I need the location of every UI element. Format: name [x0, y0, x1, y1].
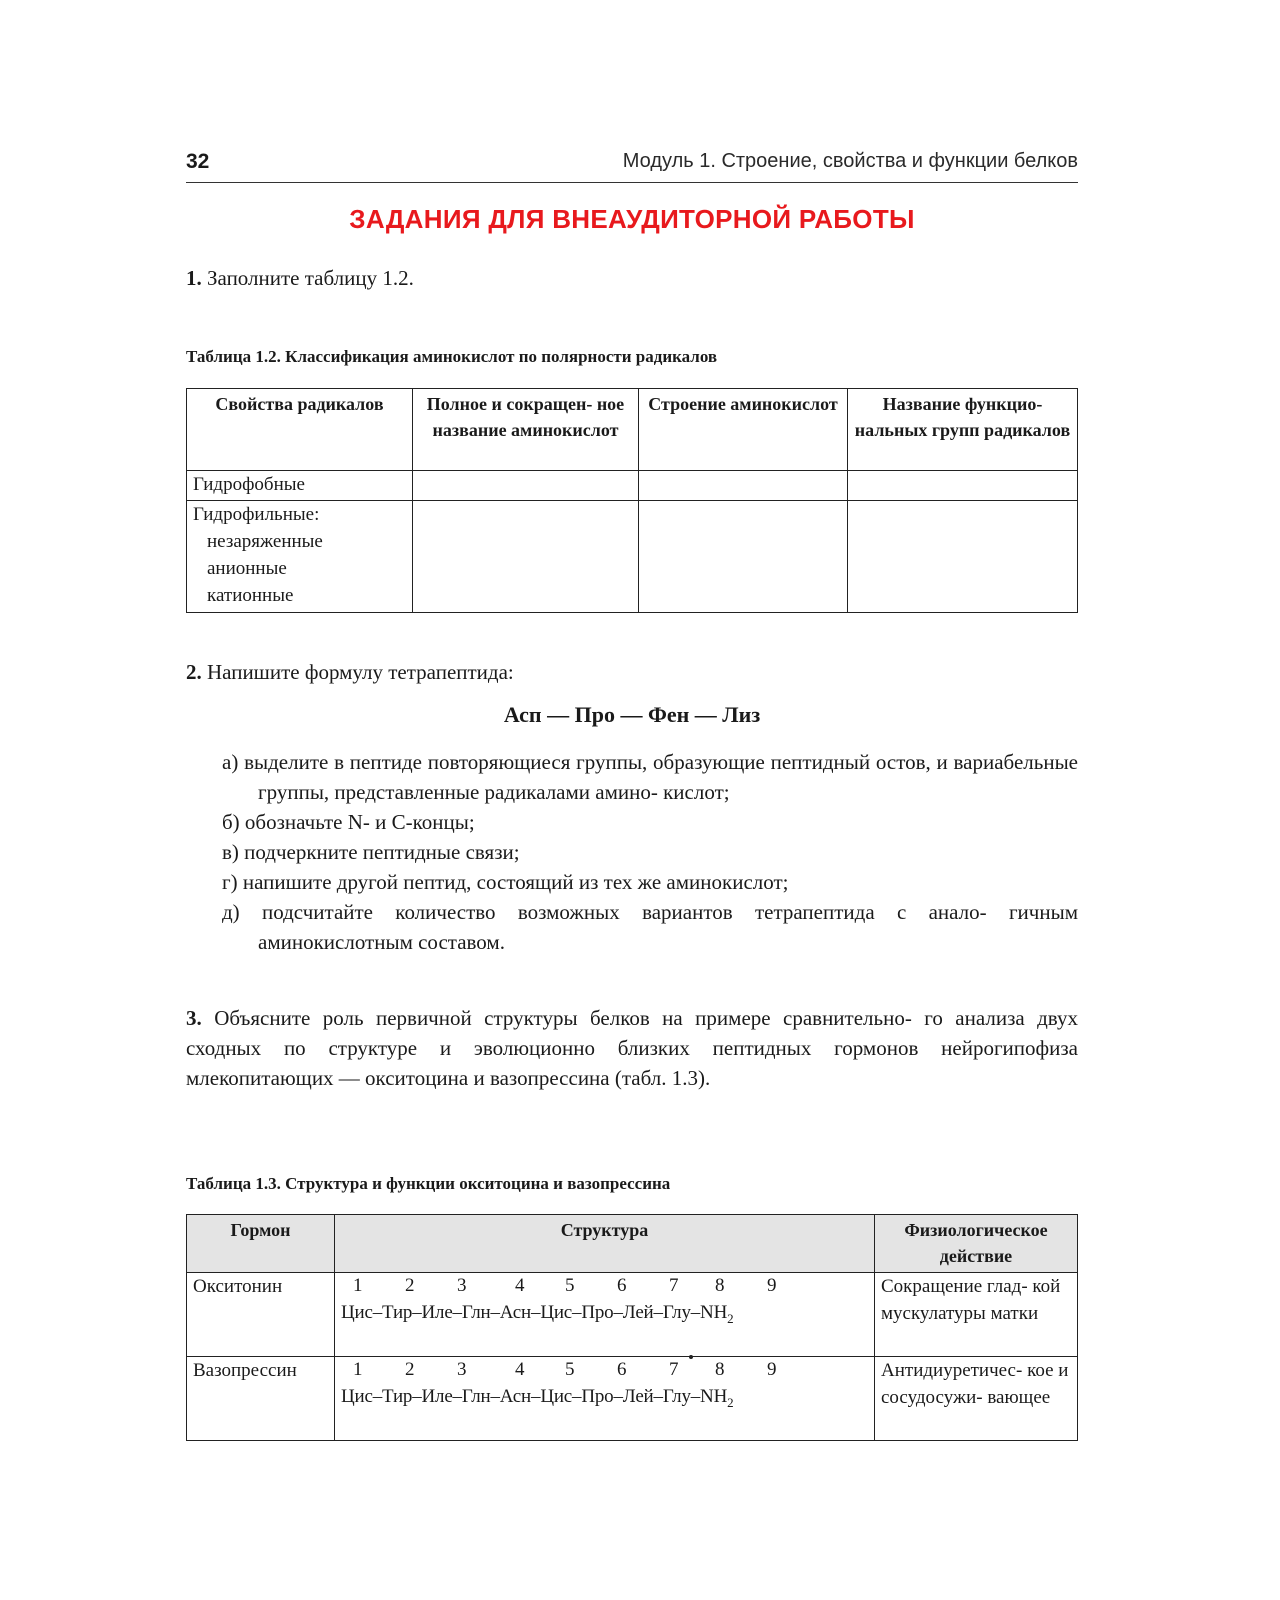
table-row: [187, 1273, 1078, 1357]
list-item: б) обозначьте N- и С-концы;: [222, 810, 475, 834]
position-number: 9: [767, 1275, 777, 1296]
table-1-2-caption: Таблица 1.2. Классификация аминокислот по полярности радикалов: [186, 347, 718, 366]
hydrophilic-subtype: незаряженные: [207, 531, 323, 552]
list-item: г) напишите другой пептид, состоящий из тех же аминокислот;: [222, 870, 789, 894]
hormone-structure: [335, 1273, 875, 1357]
position-number: 6: [617, 1359, 627, 1380]
position-number: 2: [405, 1275, 415, 1296]
amino-acid-sequence: [341, 1357, 868, 1417]
position-number: 3: [457, 1275, 467, 1296]
table-row: [187, 1357, 1078, 1441]
position-number: 1: [353, 1359, 363, 1380]
chain-text: Цис–Тир–Иле–Глн–Асн–Цис–Про–Лей–Глу–NH: [341, 1302, 728, 1323]
mark-dot: [689, 1355, 693, 1359]
position-number: 8: [715, 1275, 725, 1296]
position-number: 8: [715, 1359, 725, 1380]
table-header-cell: Физиологическое действие: [875, 1215, 1078, 1273]
task-2: [186, 657, 1078, 687]
table-header-cell: Название функцио- нальных групп радикалов: [848, 389, 1078, 471]
running-header: [186, 146, 1078, 183]
table-header-cell: Структура: [335, 1215, 875, 1273]
position-number: 2: [405, 1359, 415, 1380]
table-row: [187, 471, 1078, 501]
amino-acid-sequence: [341, 1273, 868, 1333]
table-1-3-caption: Таблица 1.3. Структура и функции окситоцина и вазопрессина: [186, 1174, 671, 1193]
table-row: [187, 501, 1078, 613]
position-number: 4: [515, 1359, 525, 1380]
sequence-chain: [341, 1299, 868, 1333]
table-cell: [848, 471, 1078, 501]
row-label-hydrophobic: Гидрофобные: [187, 471, 413, 501]
table-cell: [639, 501, 848, 613]
task-3: [186, 1003, 1078, 1093]
task-2-list: [222, 747, 1078, 957]
hormone-name: Вазопрессин: [187, 1357, 335, 1441]
running-title: Модуль 1. Строение, свойства и функции белков: [622, 150, 1078, 172]
physiological-action: Сокращение глад- кой мускулатуры матки: [875, 1273, 1078, 1357]
task-3-text: Объясните роль первичной структуры белков на примере сравнительно- го анализа двух сходных по структуре и эволюционно близких пептидных гормонов нейрогипофиза млекопитающих — окситоцина и вазопрессина (табл. 1.3).: [186, 1006, 1078, 1090]
list-item: в) подчеркните пептидные связи;: [222, 840, 520, 864]
table-header-cell: Свойства радикалов: [187, 389, 413, 471]
task-1: [186, 263, 1078, 293]
position-number: 6: [617, 1275, 627, 1296]
position-number: 5: [565, 1359, 575, 1380]
sequence-chain: [341, 1383, 868, 1417]
table-1-3: [186, 1214, 1078, 1441]
chain-subscript: 2: [727, 1394, 734, 1410]
task-1-number: 1.: [186, 266, 202, 290]
section-title: ЗАДАНИЯ ДЛЯ ВНЕАУДИТОРНОЙ РАБОТЫ: [349, 204, 915, 234]
hydrophilic-label: Гидрофильные:: [193, 504, 320, 525]
sequence-positions: [341, 1357, 868, 1383]
table-cell: [413, 501, 639, 613]
position-number: 7: [669, 1359, 679, 1380]
chain-subscript: 2: [727, 1310, 734, 1326]
task-1-text: Заполните таблицу 1.2.: [207, 266, 414, 290]
hydrophilic-subtype: катионные: [207, 585, 294, 606]
chain-text: Цис–Тир–Иле–Глн–Асн–Цис–Про–Лей–Глу–NH: [341, 1386, 728, 1407]
hydrophilic-subtype: анионные: [207, 558, 287, 579]
table-1-2: [186, 388, 1078, 613]
table-1-2-header-row: [187, 389, 1078, 471]
position-number: 7: [669, 1275, 679, 1296]
table-header-cell: Гормон: [187, 1215, 335, 1273]
hormone-name: Окситонин: [187, 1273, 335, 1357]
table-cell: [848, 501, 1078, 613]
table-cell: [413, 471, 639, 501]
table-header-cell: Полное и сокращен- ное название аминокислот: [413, 389, 639, 471]
list-item: а) выделите в пептиде повторяющиеся группы, образующие пептидный остов, и вариабельные группы, представленные радикалами амино- кислот;: [222, 750, 1078, 804]
table-header-cell: Строение аминокислот: [639, 389, 848, 471]
position-number: 5: [565, 1275, 575, 1296]
position-number: 3: [457, 1359, 467, 1380]
physiological-action: Антидиуретичес- кое и сосудосужи- вающее: [875, 1357, 1078, 1441]
tetrapeptide-formula: Асп — Про — Фен — Лиз: [503, 702, 761, 727]
sequence-positions: [341, 1273, 868, 1299]
position-number: 1: [353, 1275, 363, 1296]
position-number: 4: [515, 1275, 525, 1296]
position-number: 9: [767, 1359, 777, 1380]
hormone-structure: [335, 1357, 875, 1441]
table-1-3-header-row: [187, 1215, 1078, 1273]
list-item: д) подсчитайте количество возможных вариантов тетрапептида с анало- гичным аминокислотным составом.: [222, 900, 1078, 954]
row-label-hydrophilic: [187, 501, 413, 613]
page-number: 32: [186, 150, 210, 173]
table-cell: [639, 471, 848, 501]
task-2-text: Напишите формулу тетрапептида:: [207, 660, 514, 684]
task-2-number: 2.: [186, 660, 202, 684]
task-3-number: 3.: [186, 1006, 202, 1030]
